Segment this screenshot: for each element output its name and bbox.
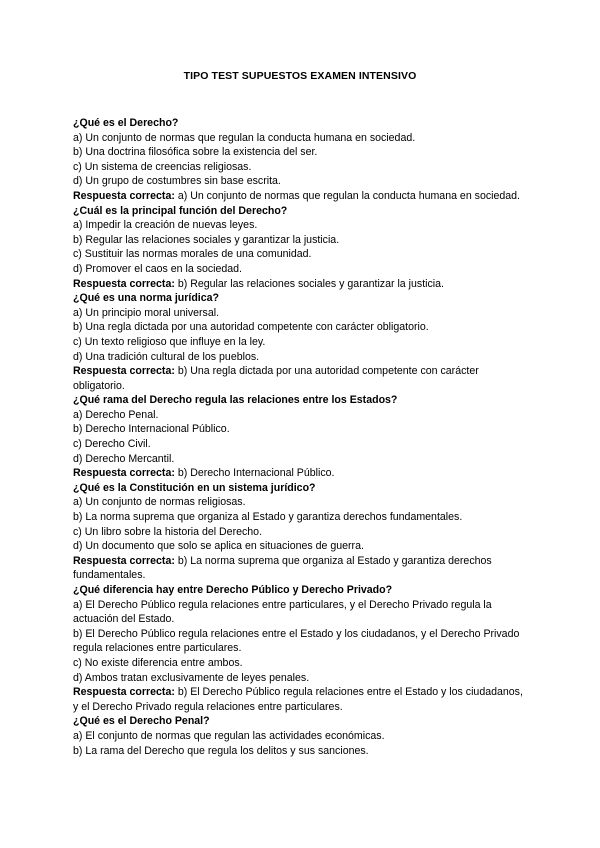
question-block — [73, 583, 529, 714]
option-a: a) Derecho Penal. — [73, 408, 159, 421]
answer-label: Respuesta correcta: — [73, 277, 175, 290]
option-b: b) Derecho Internacional Público. — [73, 423, 230, 436]
question-block — [73, 714, 529, 758]
option-b: b) El Derecho Público regula relaciones entre el Estado y los ciudadanos, y el Derecho Privado regula relaciones entre particulares. — [73, 627, 520, 655]
question-text: ¿Cuál es la principal función del Derecho? — [73, 204, 288, 217]
option-b: b) La rama del Derecho que regula los delitos y sus sanciones. — [73, 744, 369, 757]
document-title: TIPO TEST SUPUESTOS EXAMEN INTENSIVO — [183, 70, 417, 82]
correct-answer — [73, 189, 529, 204]
answer-label: Respuesta correcta: — [73, 467, 175, 480]
option-a: a) Un principio moral universal. — [73, 306, 220, 319]
option-c: c) Un texto religioso que influye en la ley. — [73, 335, 266, 348]
option-c: c) Sustituir las normas morales de una comunidad. — [73, 248, 312, 261]
answer-text: b) Derecho Internacional Público. — [177, 467, 335, 480]
question-block — [73, 393, 529, 481]
option-c: c) Un libro sobre la historia del Derecho. — [73, 525, 263, 538]
answer-text: b) El Derecho Público regula relaciones entre el Estado y los ciudadanos, y el Derecho Privado regula relaciones entre particulares. — [73, 686, 523, 713]
correct-answer — [73, 685, 529, 714]
option-d: d) Un grupo de costumbres sin base escrita. — [73, 175, 281, 188]
answer-text: b) Regular las relaciones sociales y garantizar la justicia. — [177, 277, 444, 290]
correct-answer — [73, 277, 529, 292]
option-d: d) Derecho Mercantil. — [73, 452, 175, 465]
option-a: a) Un conjunto de normas que regulan la conducta humana en sociedad. — [73, 131, 416, 144]
option-a: a) Impedir la creación de nuevas leyes. — [73, 219, 258, 232]
question-text: ¿Qué diferencia hay entre Derecho Público y Derecho Privado? — [73, 584, 393, 596]
answer-label: Respuesta correcta: — [73, 189, 175, 202]
option-d: d) Una tradición cultural de los pueblos. — [73, 350, 260, 363]
option-a: a) El Derecho Público regula relaciones entre particulares, y el Derecho Privado regula la actuación del Estado. — [73, 598, 492, 626]
correct-answer — [73, 466, 529, 481]
answer-label: Respuesta correcta: — [73, 554, 175, 567]
answer-text: b) La norma suprema que organiza al Estado y garantiza derechos fundamentales. — [73, 554, 492, 582]
option-d: d) Promover el caos en la sociedad. — [73, 262, 242, 275]
question-block — [73, 481, 529, 583]
question-text: ¿Qué es una norma jurídica? — [73, 292, 219, 305]
option-c: c) Derecho Civil. — [73, 438, 151, 451]
option-b: b) Una doctrina filosófica sobre la existencia del ser. — [73, 146, 318, 159]
question-block — [73, 116, 529, 204]
option-b: b) Regular las relaciones sociales y garantizar la justicia. — [73, 233, 340, 246]
question-text: ¿Qué es el Derecho Penal? — [73, 715, 210, 728]
answer-text: a) Un conjunto de normas que regulan la conducta humana en sociedad. — [177, 189, 520, 202]
question-block — [73, 291, 529, 393]
option-c: c) Un sistema de creencias religiosas. — [73, 160, 252, 173]
option-d: d) Ambos tratan exclusivamente de leyes penales. — [73, 671, 310, 684]
option-a: a) Un conjunto de normas religiosas. — [73, 496, 246, 509]
answer-text: b) Una regla dictada por una autoridad competente con carácter obligatorio. — [73, 365, 479, 392]
option-a: a) El conjunto de normas que regulan las actividades económicas. — [73, 729, 385, 742]
correct-answer — [73, 364, 529, 393]
question-text: ¿Qué es la Constitución en un sistema jurídico? — [73, 481, 316, 494]
correct-answer — [73, 554, 529, 583]
option-c: c) No existe diferencia entre ambos. — [73, 656, 243, 669]
question-list — [73, 116, 529, 758]
option-d: d) Un documento que solo se aplica en situaciones de guerra. — [73, 540, 364, 553]
question-block — [73, 204, 529, 292]
answer-label: Respuesta correcta: — [73, 686, 175, 699]
question-text: ¿Qué es el Derecho? — [73, 117, 179, 129]
question-text: ¿Qué rama del Derecho regula las relaciones entre los Estados? — [73, 394, 398, 407]
answer-label: Respuesta correcta: — [73, 365, 175, 378]
option-b: b) La norma suprema que organiza al Estado y garantiza derechos fundamentales. — [73, 511, 463, 524]
option-b: b) Una regla dictada por una autoridad competente con carácter obligatorio. — [73, 321, 429, 334]
